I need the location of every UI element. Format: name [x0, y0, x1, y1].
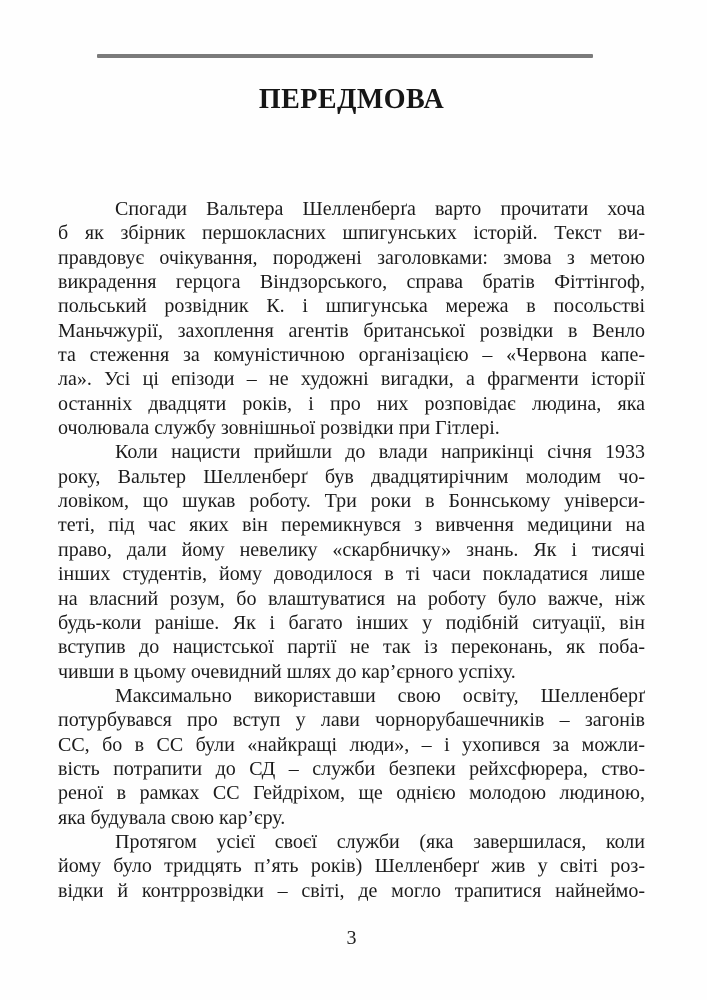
paragraph — [58, 197, 645, 440]
text-line: ла». Усі ці епізоди – не художні вигадки, а фрагменти історії — [58, 368, 645, 391]
paragraph — [58, 440, 645, 683]
paragraph — [58, 684, 645, 830]
text-line: на власний розум, бо влаштуватися на роботу було важче, ніж — [58, 587, 645, 610]
body-text — [58, 197, 645, 903]
text-line: Спогади Вальтера Шелленберґа варто прочитати хоча — [115, 198, 645, 220]
text-line: б як збірник першокласних шпигунських історій. Текст ви- — [58, 222, 645, 245]
chapter-heading: ПЕРЕДМОВА — [258, 84, 445, 115]
text-line: Максимально використавши свою освіту, Шелленберґ — [115, 684, 645, 707]
text-line: ловіком, що шукав роботу. Три роки в Боннському універси- — [58, 490, 645, 513]
text-line: відки й контррозвідки – світі, де могло трапитися найнеймо- — [58, 879, 645, 902]
text-line: яка будувала свою кар’єру. — [58, 806, 286, 829]
text-line: потурбувався про вступ у лави чорнорубашечників – загонів — [58, 709, 645, 732]
paragraph — [58, 830, 645, 903]
text-line: Коли нацисти прийшли до влади наприкінці січня 1933 — [115, 441, 645, 464]
text-line: Маньчжурії, захоплення агентів британської розвідки в Венло — [58, 319, 645, 342]
text-line: польський розвідник К. і шпигунська мережа в посольстві — [58, 295, 645, 318]
text-line: вступив до нацистської партії не так із переконань, як поба- — [58, 636, 645, 659]
text-line: викрадення герцога Віндзорського, справа братів Фіттінгоф, — [58, 271, 645, 294]
text-line: будь-коли раніше. Як і багато інших у подібній ситуації, він — [58, 611, 645, 634]
text-line: та стеження за комуністичною організацією – «Червона капе- — [58, 344, 645, 367]
text-line: реної в рамках СС Гейдріхом, ще однією молодою людиною, — [58, 782, 645, 805]
text-line: теті, під час яких він перемикнувся з вивчення медицини на — [58, 514, 645, 537]
text-line: йому було тридцять п’ять років) Шелленберґ жив у світі роз- — [58, 855, 645, 878]
text-line: Протягом усієї своєї служби (яка завершилася, коли — [115, 830, 645, 853]
text-line: вість потрапити до СД – служби безпеки рейхсфюрера, ство- — [58, 757, 645, 780]
text-line: чивши в цьому очевидний шлях до кар’єрного успіху. — [58, 660, 516, 683]
text-line: інших студентів, йому доводилося в ті часи покладатися лише — [58, 563, 645, 586]
text-line: очолювала службу зовнішньої розвідки при Гітлері. — [58, 417, 500, 440]
page-number: 3 — [346, 927, 357, 949]
text-line: останніх двадцяти років, і про них розповідає людина, яка — [58, 392, 645, 415]
section-divider — [97, 54, 593, 58]
text-line: СС, бо в СС були «найкращі люди», – і ухопився за можли- — [58, 733, 645, 756]
text-line: право, дали йому невелику «скарбничку» знань. Як і тисячі — [58, 538, 645, 561]
text-line: правдовує очікування, породжені заголовками: змова з метою — [58, 246, 645, 269]
text-line: року, Вальтер Шелленберґ був двадцятирічним молодим чо- — [58, 465, 645, 488]
